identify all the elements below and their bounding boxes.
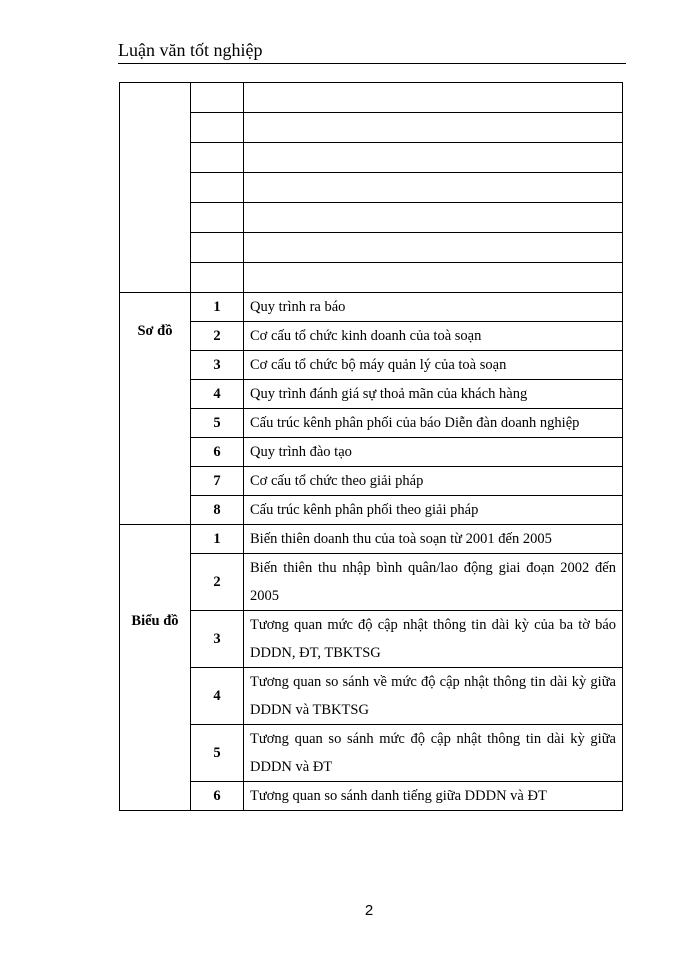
item-number: 1 (191, 293, 244, 322)
item-title: Quy trình ra báo (244, 293, 623, 322)
item-title: Biến thiên thu nhập bình quân/lao động giai đoạn 2002 đến 2005 (244, 554, 623, 611)
section-label: Biểu đồ (131, 613, 179, 629)
table-row (120, 782, 623, 811)
page-header-title: Luận văn tốt nghiệp (118, 40, 263, 60)
title-cell (244, 263, 623, 293)
title-cell (244, 113, 623, 143)
item-number: 5 (191, 409, 244, 438)
table-row (120, 293, 623, 322)
table-body (120, 83, 623, 811)
table-row-empty (120, 233, 623, 263)
item-number: 2 (191, 554, 244, 611)
item-title: Tương quan so sánh danh tiếng giữa DDDN và ĐT (244, 782, 623, 811)
item-title: Cơ cấu tổ chức bộ máy quản lý của toà soạn (244, 351, 623, 380)
item-title: Cấu trúc kênh phân phối theo giải pháp (244, 496, 623, 525)
item-title: Quy trình đánh giá sự thoả mãn của khách hàng (244, 380, 623, 409)
item-number: 1 (191, 525, 244, 554)
section-label-cell (120, 293, 191, 525)
table-row-empty (120, 173, 623, 203)
number-cell (191, 203, 244, 233)
title-cell (244, 173, 623, 203)
title-cell (244, 233, 623, 263)
table-row-empty (120, 143, 623, 173)
table-row (120, 496, 623, 525)
section-label-cell (120, 525, 191, 811)
title-cell (244, 143, 623, 173)
item-title: Biến thiên doanh thu của toà soạn từ 2001 đến 2005 (244, 525, 623, 554)
item-number: 3 (191, 351, 244, 380)
item-number: 4 (191, 380, 244, 409)
table-row-empty (120, 263, 623, 293)
figures-list-table (119, 82, 623, 811)
table-row (120, 380, 623, 409)
header-divider (118, 63, 626, 64)
table-row (120, 467, 623, 496)
item-number: 5 (191, 725, 244, 782)
section-cell-empty (120, 83, 191, 293)
table-row (120, 438, 623, 467)
item-number: 2 (191, 322, 244, 351)
item-number: 6 (191, 438, 244, 467)
item-title: Tương quan so sánh mức độ cập nhật thông tin dài kỳ giữa DDDN và ĐT (244, 725, 623, 782)
page-number: 2 (364, 902, 374, 919)
number-cell (191, 263, 244, 293)
table-row-empty (120, 83, 623, 113)
section-label: Sơ đồ (137, 323, 173, 339)
item-number: 3 (191, 611, 244, 668)
item-title: Tương quan mức độ cập nhật thông tin dài kỳ của ba tờ báo DDDN, ĐT, TBKTSG (244, 611, 623, 668)
number-cell (191, 83, 244, 113)
table-row (120, 409, 623, 438)
table-row-empty (120, 203, 623, 233)
item-number: 6 (191, 782, 244, 811)
item-title: Cơ cấu tổ chức theo giải pháp (244, 467, 623, 496)
table-row (120, 725, 623, 782)
item-number: 4 (191, 668, 244, 725)
item-title: Cấu trúc kênh phân phối của báo Diễn đàn doanh nghiệp (244, 409, 623, 438)
item-title: Quy trình đào tạo (244, 438, 623, 467)
number-cell (191, 143, 244, 173)
table-row (120, 351, 623, 380)
number-cell (191, 113, 244, 143)
item-number: 7 (191, 467, 244, 496)
title-cell (244, 83, 623, 113)
table-row (120, 611, 623, 668)
table-row-empty (120, 113, 623, 143)
item-title: Cơ cấu tổ chức kinh doanh của toà soạn (244, 322, 623, 351)
number-cell (191, 233, 244, 263)
item-title: Tương quan so sánh về mức độ cập nhật thông tin dài kỳ giữa DDDN và TBKTSG (244, 668, 623, 725)
number-cell (191, 173, 244, 203)
table-row (120, 554, 623, 611)
table-row (120, 668, 623, 725)
table-row (120, 525, 623, 554)
title-cell (244, 203, 623, 233)
table-row (120, 322, 623, 351)
item-number: 8 (191, 496, 244, 525)
